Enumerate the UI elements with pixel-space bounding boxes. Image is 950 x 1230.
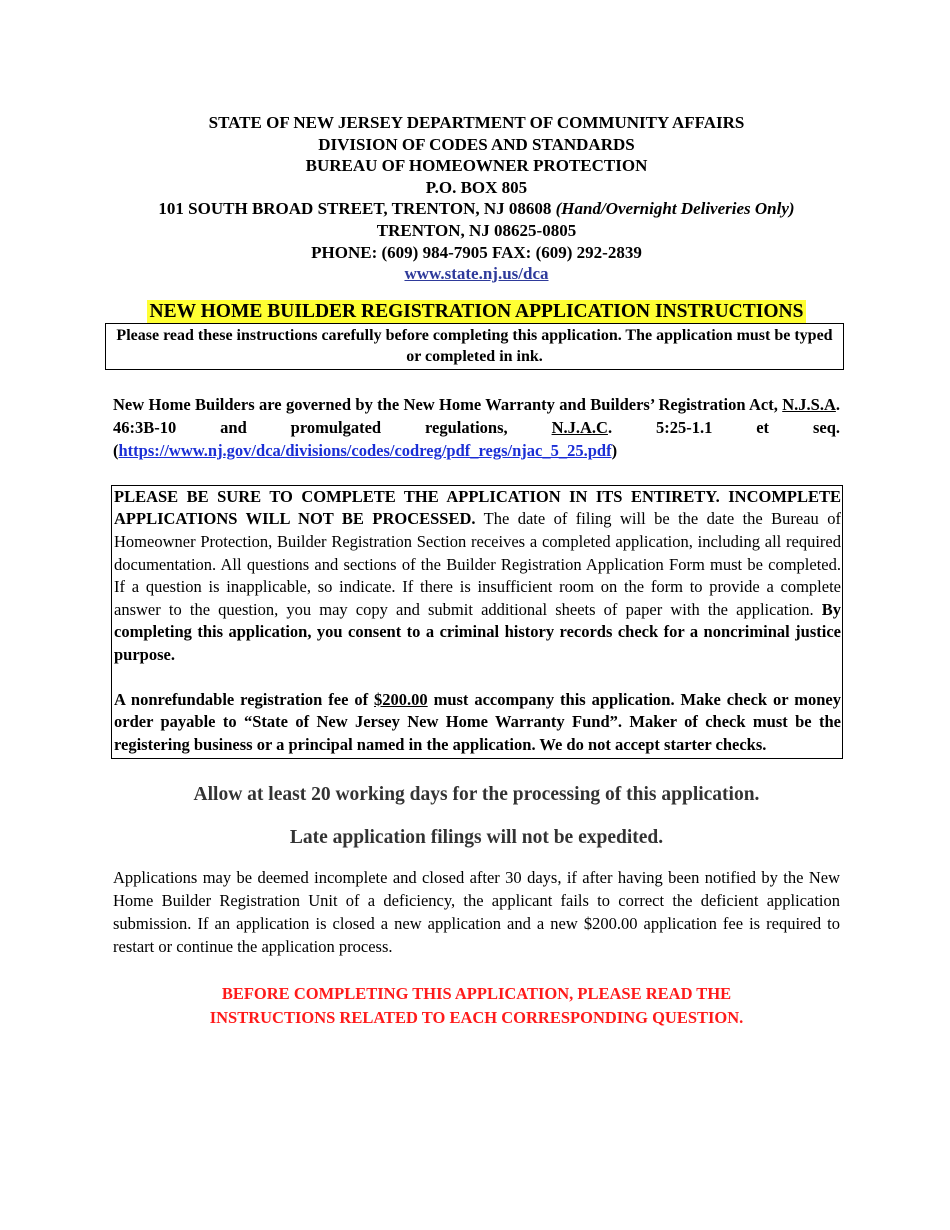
law-text-4: ) xyxy=(611,440,618,460)
fee-amount: $200.00 xyxy=(374,689,428,709)
street-address: 101 SOUTH BROAD STREET, TRENTON, NJ 08608 xyxy=(158,199,552,219)
fee-paragraph xyxy=(114,689,841,757)
instructions-notice: Please read these instructions carefully before completing this application. The application must be typed or completed in ink. xyxy=(105,323,844,370)
completion-paragraph xyxy=(114,486,841,667)
filing-date-text: The date of filing will be the date the Bureau of Homeowner Protection, Builder Registration Section receives a completed application, including all required documentation. All questions and sections of the Builder Registration Application Form must be completed. If a question is inapplicable, so indicate. If there is insufficient room on the form to provide a complete answer to the question, you may copy and submit additional sheets of paper with the application. xyxy=(114,509,841,619)
document-page xyxy=(113,112,840,1029)
delivery-note: (Hand/Overnight Deliveries Only) xyxy=(555,199,795,219)
fee-text-2: must accompany this application. Make check or money order payable to “State of New Jersey New Home Warranty Fund”. Maker of check must be the registering business or a principal named in the application. We do not accept starter checks. xyxy=(114,689,841,754)
njsa-ref: N.J.S.A xyxy=(782,394,836,414)
njac-ref: N.J.A.C xyxy=(551,417,608,437)
header-line-3: BUREAU OF HOMEOWNER PROTECTION xyxy=(305,156,648,176)
title-wrap xyxy=(113,300,840,323)
header-line-5 xyxy=(113,198,840,220)
incomplete-closure-paragraph: Applications may be deemed incomplete and closed after 30 days, if after having been notified by the New Home Builder Registration Unit of a deficiency, the applicant fails to correct the deficient application submission. If an application is closed a new application and a new $200.00 application fee is required to restart or continue the application process. xyxy=(113,868,840,956)
website-link[interactable]: www.state.nj.us/dca xyxy=(404,264,549,284)
agency-header xyxy=(113,112,840,285)
header-line-6: TRENTON, NJ 08625-0805 xyxy=(376,220,577,240)
late-filing-note: Late application filings will not be expedited. xyxy=(289,827,664,849)
fee-text-1: A nonrefundable registration fee of xyxy=(114,689,375,709)
criminal-check-consent: By completing this application, you consent to a criminal history records check for a noncriminal justice purpose. xyxy=(114,599,841,664)
read-instructions-warning xyxy=(113,982,840,1029)
header-line-7: PHONE: (609) 984-7905 FAX: (609) 292-2839 xyxy=(311,242,642,262)
warning-line-1: BEFORE COMPLETING THIS APPLICATION, PLEASE READ THE xyxy=(221,984,732,1004)
header-line-4: P.O. BOX 805 xyxy=(425,177,528,197)
header-line-2: DIVISION OF CODES AND STANDARDS xyxy=(318,134,635,154)
warning-line-2: INSTRUCTIONS RELATED TO EACH CORRESPONDING QUESTION. xyxy=(209,1007,744,1027)
page-title: NEW HOME BUILDER REGISTRATION APPLICATION INSTRUCTIONS xyxy=(147,300,807,323)
law-text-2: . 46:3B-10 and promulgated regulations, xyxy=(113,394,840,437)
header-line-1: STATE OF NEW JERSEY DEPARTMENT OF COMMUNITY AFFAIRS xyxy=(208,113,745,132)
law-text-1: New Home Builders are governed by the New Home Warranty and Builders’ Registration Act, xyxy=(113,394,783,414)
processing-time-note: Allow at least 20 working days for the processing of this application. xyxy=(193,784,760,806)
governing-law-paragraph xyxy=(113,393,840,462)
completion-requirements-box xyxy=(111,485,843,760)
law-text-3: . 5:25-1.1 et seq. ( xyxy=(113,417,840,460)
complete-entirety-warning: PLEASE BE SURE TO COMPLETE THE APPLICATION IN ITS ENTIRETY. INCOMPLETE APPLICATIONS WILL NOT BE PROCESSED. xyxy=(114,486,841,529)
regulations-link[interactable]: https://www.nj.gov/dca/divisions/codes/codreg/pdf_regs/njac_5_25.pdf xyxy=(118,440,612,460)
